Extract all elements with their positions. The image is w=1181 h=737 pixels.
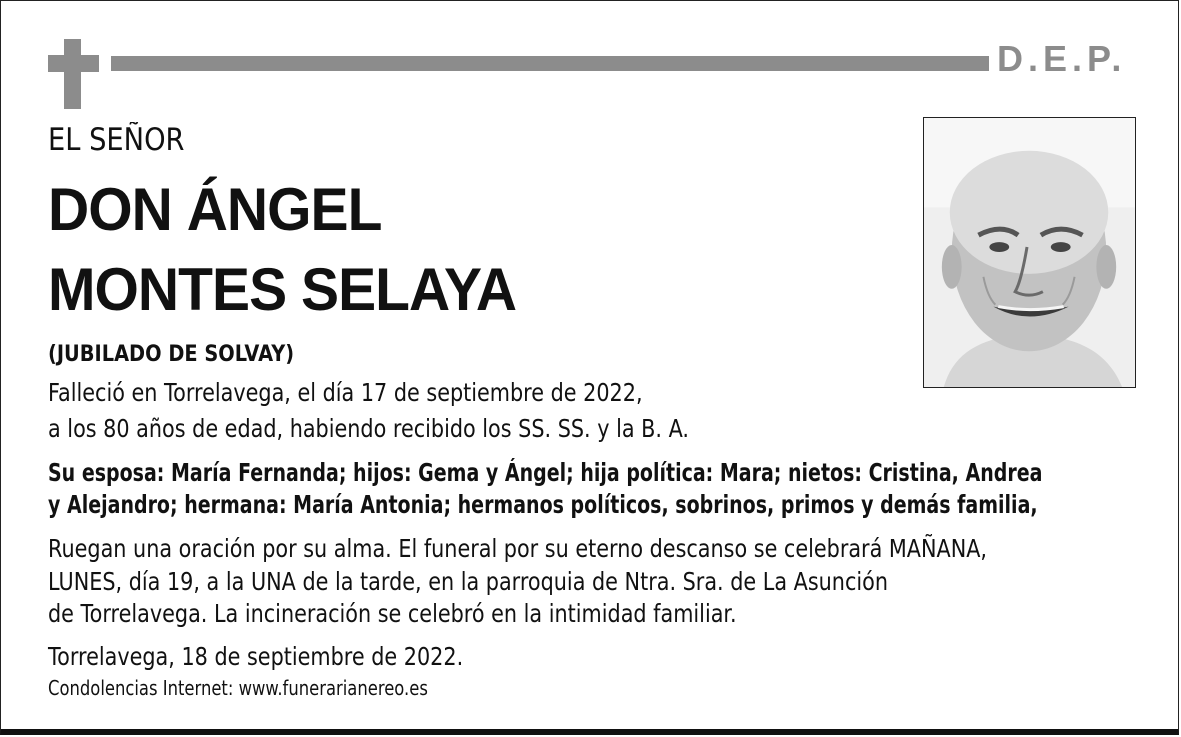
request-line: Ruegan una oración por su alma. El funeral por su eterno descanso se celebrará MAÑANA, xyxy=(48,534,988,563)
family-line: Su esposa: María Fernanda; hijos: Gema y Ángel; hija política: Mara; nietos: Cristina, Andrea xyxy=(48,458,1043,487)
place-date: Torrelavega, 18 de septiembre de 2022. xyxy=(48,642,464,671)
occupation: (JUBILADO DE SOLVAY) xyxy=(48,342,295,367)
header-rule xyxy=(111,56,989,71)
request-line: LUNES, día 19, a la UNA de la tarde, en la parroquia de Ntra. Sra. de La Asunción xyxy=(48,567,888,596)
title-prefix: EL SEÑOR xyxy=(48,122,185,158)
request-line: de Torrelavega. La incineración se celebró en la intimidad familiar. xyxy=(48,599,737,628)
condolences-link[interactable]: Condolencias Internet: www.funerarianereo.es xyxy=(48,676,428,700)
dep-label: D.E.P. xyxy=(997,38,1127,79)
name-line-1: DON ÁNGEL xyxy=(48,176,382,243)
name-line-2: MONTES SELAYA xyxy=(48,256,517,323)
family-line: y Alejandro; hermana: María Antonia; hermanos políticos, sobrinos, primos y demás familia, xyxy=(48,490,1038,519)
death-line: a los 80 años de edad, habiendo recibido los SS. SS. y la B. A. xyxy=(48,414,690,443)
death-line: Falleció en Torrelavega, el día 17 de septiembre de 2022, xyxy=(48,378,643,407)
portrait-photo xyxy=(923,117,1136,388)
